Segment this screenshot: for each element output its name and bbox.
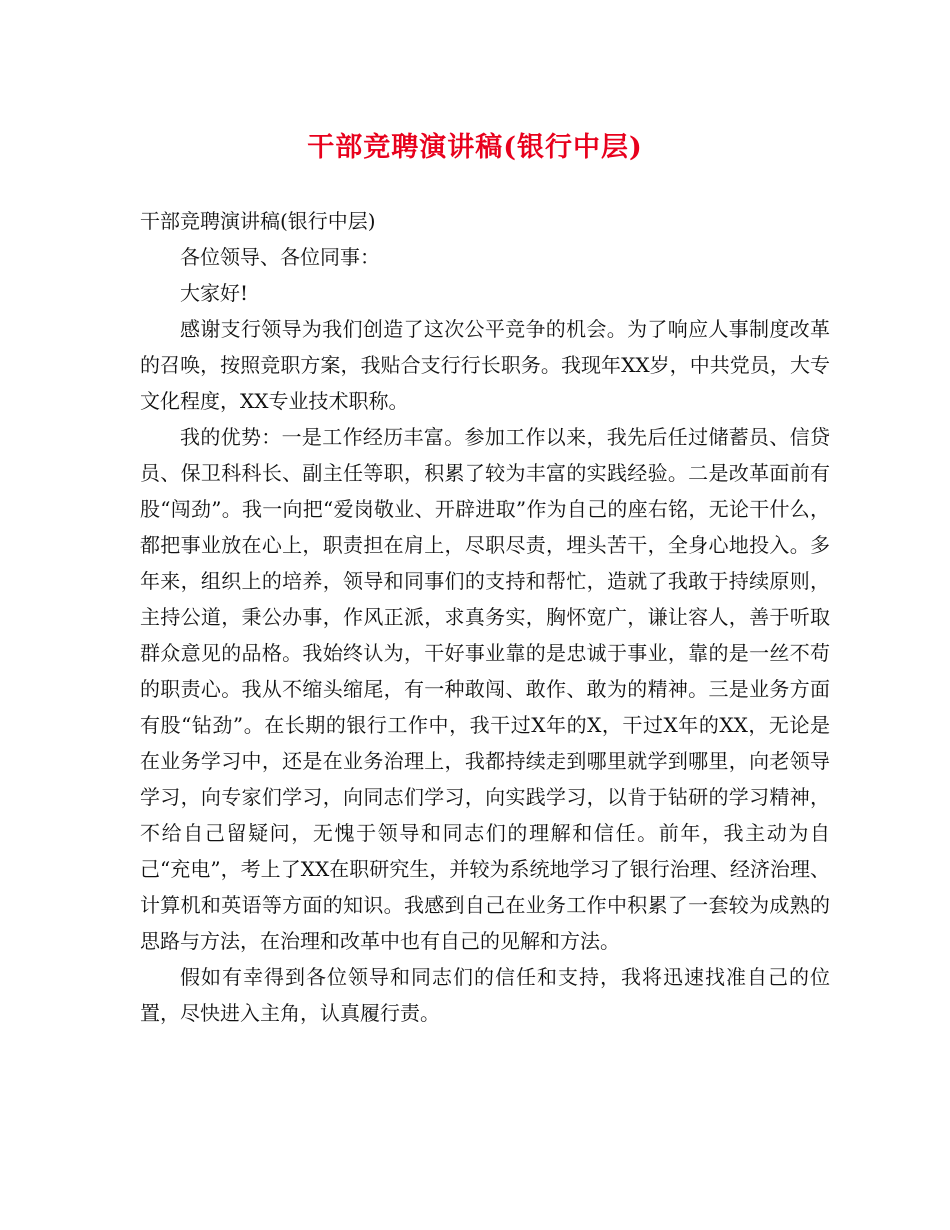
- salutation: 各位领导、各位同事：: [180, 245, 380, 269]
- document-subtitle: 干部竞聘演讲稿(银行中层): [140, 209, 376, 233]
- greeting: 大家好!: [180, 281, 249, 305]
- document-title: 干部竞聘演讲稿(银行中层): [307, 132, 643, 163]
- document-body: [140, 203, 830, 1031]
- paragraph-commitment: 假如有幸得到各位领导和同志们的信任和支持，我将迅速找准自己的位置，尽快进入主角，认真履行责。: [140, 965, 830, 1025]
- paragraph-strengths: 我的优势：一是工作经历丰富。参加工作以来，我先后任过储蓄员、信贷员、保卫科科长、副主任等职，积累了较为丰富的实践经验。二是改革面前有股“闯劲”。我一向把“爱岗敬业、开辟进取”作为自己的座右铭，无论干什么，都把事业放在心上，职责担在肩上，尽职尽责，埋头苦干，全身心地投入。多年来，组织上的培养，领导和同事们的支持和帮忙，造就了我敢于持续原则，主持公道，秉公办事，作风正派，求真务实，胸怀宽广，谦让容人，善于听取群众意见的品格。我始终认为，干好事业靠的是忠诚于事业，靠的是一丝不苟的职责心。我从不缩头缩尾，有一种敢闯、敢作、敢为的精神。三是业务方面有股“钻劲”。在长期的银行工作中，我干过X年的X，干过X年的XX，无论是在业务学习中，还是在业务治理上，我都持续走到哪里就学到哪里，向老领导学习，向专家们学习，向同志们学习，向实践学习，以肯于钻研的学习精神，不给自己留疑问，无愧于领导和同志们的理解和信任。前年，我主动为自己“充电”，考上了XX在职研究生，并较为系统地学习了银行治理、经济治理、计算机和英语等方面的知识。我感到自己在业务工作中积累了一套较为成熟的思路与方法，在治理和改革中也有自己的见解和方法。: [140, 425, 830, 953]
- paragraph-intro: 感谢支行领导为我们创造了这次公平竞争的机会。为了响应人事制度改革的召唤，按照竞职方案，我贴合支行行长职务。我现年XX岁，中共党员，大专文化程度，XX专业技术职称。: [140, 317, 830, 413]
